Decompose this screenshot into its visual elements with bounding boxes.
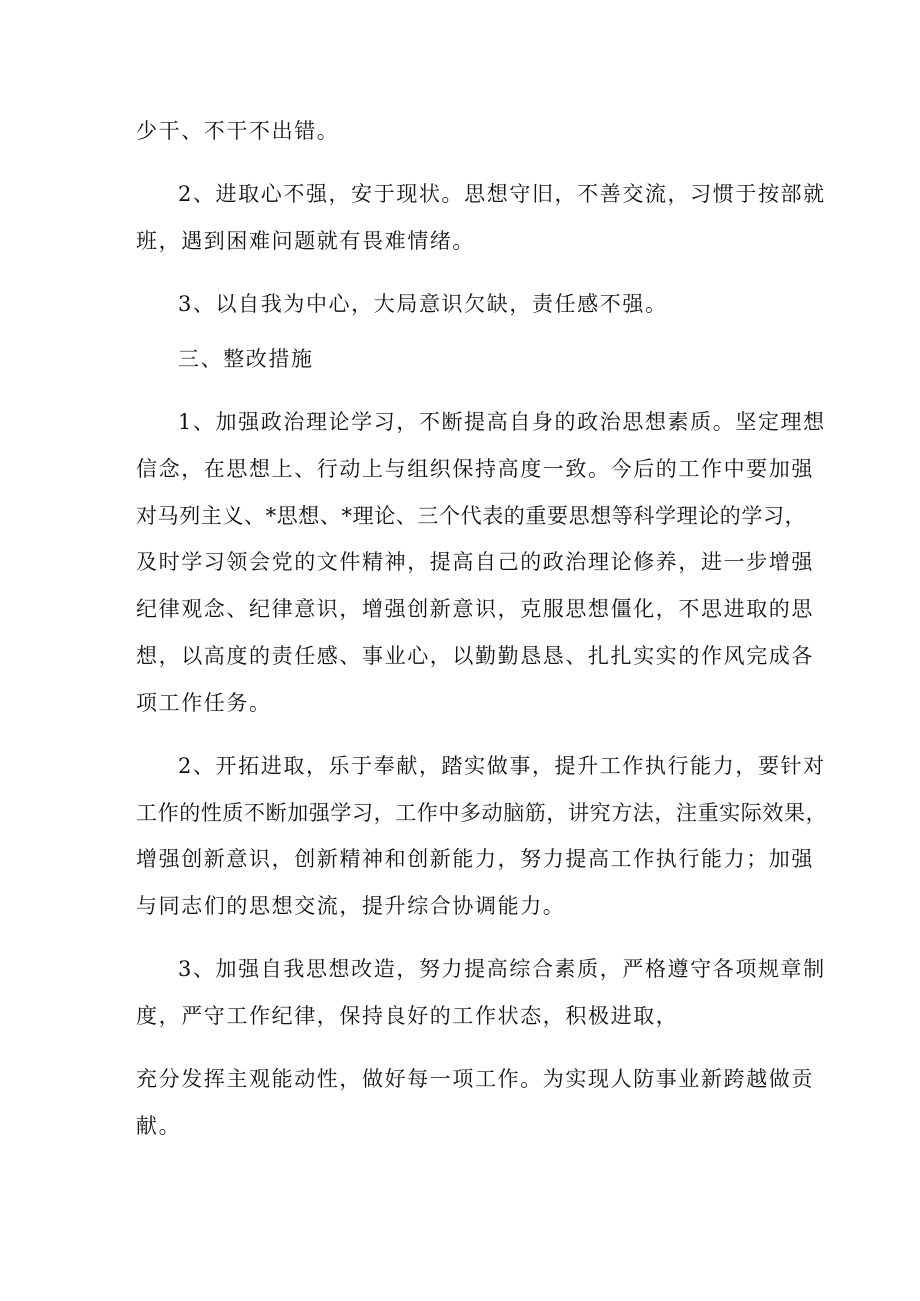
text-line: 班，遇到困难问题就有畏难情绪。 [136,229,475,253]
text-line: 充分发挥主观能动性，做好每一项工作。为实现人防事业新跨越做贡 [136,1067,814,1091]
text-line: 2、进取心不强，安于现状。思想守旧，不善交流，习惯于按部就 [178,182,826,206]
text-line: 3、以自我为中心，大局意识欠缺，责任感不强。 [178,292,668,316]
text-line: 对马列主义、*思想、*理论、三个代表的重要思想等科学理论的学习， [136,504,807,528]
text-line: 信念，在思想上、行动上与组织保持高度一致。今后的工作中要加强 [136,457,814,481]
text-line: 少干、不干不出错。 [136,119,340,143]
section-heading: 三、整改措施 [178,347,314,371]
text-line: 2、开拓进取，乐于奉献，踏实做事，提升工作执行能力，要针对 [178,754,826,778]
text-line: 及时学习领会党的文件精神，提高自己的政治理论修养，进一步增强 [136,550,814,574]
text-line: 项工作任务。 [136,691,272,715]
text-line: 与同志们的思想交流，提升综合协调能力。 [136,894,566,918]
text-line: 想，以高度的责任感、事业心，以勤勤恳恳、扎扎实实的作风完成各 [136,644,814,668]
text-line: 工作的性质不断加强学习，工作中多动脑筋，讲究方法，注重实际效果， [136,801,828,825]
text-line: 纪律观念、纪律意识，增强创新意识，克服思想僵化，不思进取的思 [136,597,814,621]
text-line: 1、加强政治理论学习，不断提高自身的政治思想素质。坚定理想 [178,410,826,434]
text-line: 度，严守工作纪律，保持良好的工作状态，积极进取， [136,1004,679,1028]
text-line: 3、加强自我思想改造，努力提高综合素质，严格遵守各项规章制 [178,957,826,981]
text-line: 增强创新意识，创新精神和创新能力，努力提高工作执行能力；加强 [136,847,814,871]
text-line: 献。 [136,1114,182,1138]
